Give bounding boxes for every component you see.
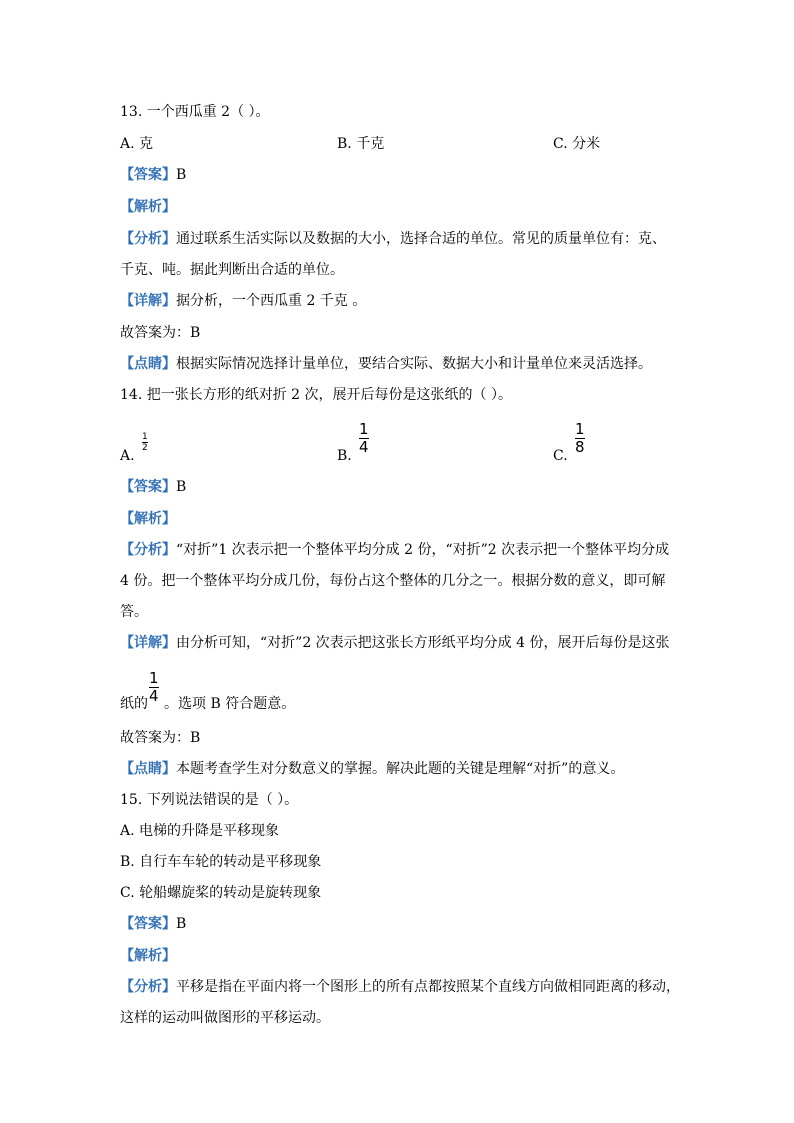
q14-detail-2-pre: 纸的: [120, 696, 148, 712]
q13-analysis-2: 千克、吨。据此判断出合适的单位。: [120, 262, 344, 278]
q14-option-a-fraction: [142, 432, 148, 453]
q13-stem: 13. 一个西瓜重 2（ ）。: [120, 104, 270, 120]
fraction-denominator: 4: [149, 687, 159, 705]
fraction-denominator: 4: [359, 438, 369, 456]
fraction-numerator: 1: [149, 669, 159, 687]
q14-stem: 14. 把一张长方形的纸对折 2 次，展开后每份是这张纸的（ ）。: [120, 387, 512, 403]
q13-option-c: C. 分米: [553, 136, 601, 152]
q15-stem: 15. 下列说法错误的是（ ）。: [120, 792, 299, 808]
q15-jiexi: 【解析】: [120, 948, 176, 964]
q13-review: 【点睛】根据实际情况选择计量单位，要结合实际、数据大小和计量单位来灵活选择。: [120, 356, 652, 372]
q15-analysis-2: 这样的运动叫做图形的平移运动。: [120, 1010, 330, 1026]
q13-jiexi: 【解析】: [120, 199, 176, 215]
q14-detail-1: 【详解】由分析可知，“对折”2 次表示把这张长方形纸平均分成 4 份，展开后每份是这张: [120, 635, 670, 651]
q15-analysis-1: 【分析】平移是指在平面内将一个图形上的所有点都按照某个直线方向做相同距离的移动，: [120, 979, 680, 995]
q14-analysis-3: 答。: [120, 604, 148, 620]
fraction-denominator: 2: [142, 443, 148, 453]
fraction-numerator: 1: [142, 432, 148, 442]
q15-answer: 【答案】B: [120, 916, 187, 932]
q15-option-a: A. 电梯的升降是平移现象: [120, 823, 280, 839]
q15-option-b: B. 自行车车轮的转动是平移现象: [120, 854, 322, 870]
q14-jiexi: 【解析】: [120, 511, 176, 527]
q14-analysis-2: 4 份。把一个整体平均分成几份，每份占这个整体的几分之一。根据分数的意义，即可解: [120, 573, 666, 589]
q14-option-c-letter: C.: [553, 448, 568, 464]
q14-final: 故答案为：B: [120, 730, 201, 746]
q13-final: 故答案为：B: [120, 325, 201, 341]
q14-review: 【点睛】本题考查学生对分数意义的掌握。解决此题的关键是理解“对折”的意义。: [120, 761, 625, 777]
q13-option-b: B. 千克: [337, 136, 385, 152]
fraction-denominator: 8: [575, 438, 585, 456]
q15-option-c: C. 轮船螺旋桨的转动是旋转现象: [120, 885, 322, 901]
q14-option-b-fraction: [359, 421, 369, 456]
fraction-numerator: 1: [575, 420, 585, 438]
q14-answer: 【答案】B: [120, 479, 187, 495]
q14-option-b-letter: B.: [337, 448, 352, 464]
q14-detail-fraction: [149, 670, 159, 705]
q14-analysis-1: 【分析】“对折”1 次表示把一个整体平均分成 2 份，“对折”2 次表示把一个整体平均分成: [120, 542, 670, 558]
q14-option-c-fraction: [575, 421, 585, 456]
q13-answer: 【答案】B: [120, 167, 187, 183]
q13-option-a: A. 克: [120, 136, 154, 152]
q14-detail-2-post: 。选项 B 符合题意。: [164, 696, 296, 712]
q14-option-a-letter: A.: [120, 448, 135, 464]
fraction-numerator: 1: [359, 420, 369, 438]
q13-analysis-1: 【分析】通过联系生活实际以及数据的大小，选择合适的单位。常见的质量单位有：克、: [120, 231, 666, 247]
q13-detail: 【详解】据分析，一个西瓜重 2 千克 。: [120, 293, 367, 309]
